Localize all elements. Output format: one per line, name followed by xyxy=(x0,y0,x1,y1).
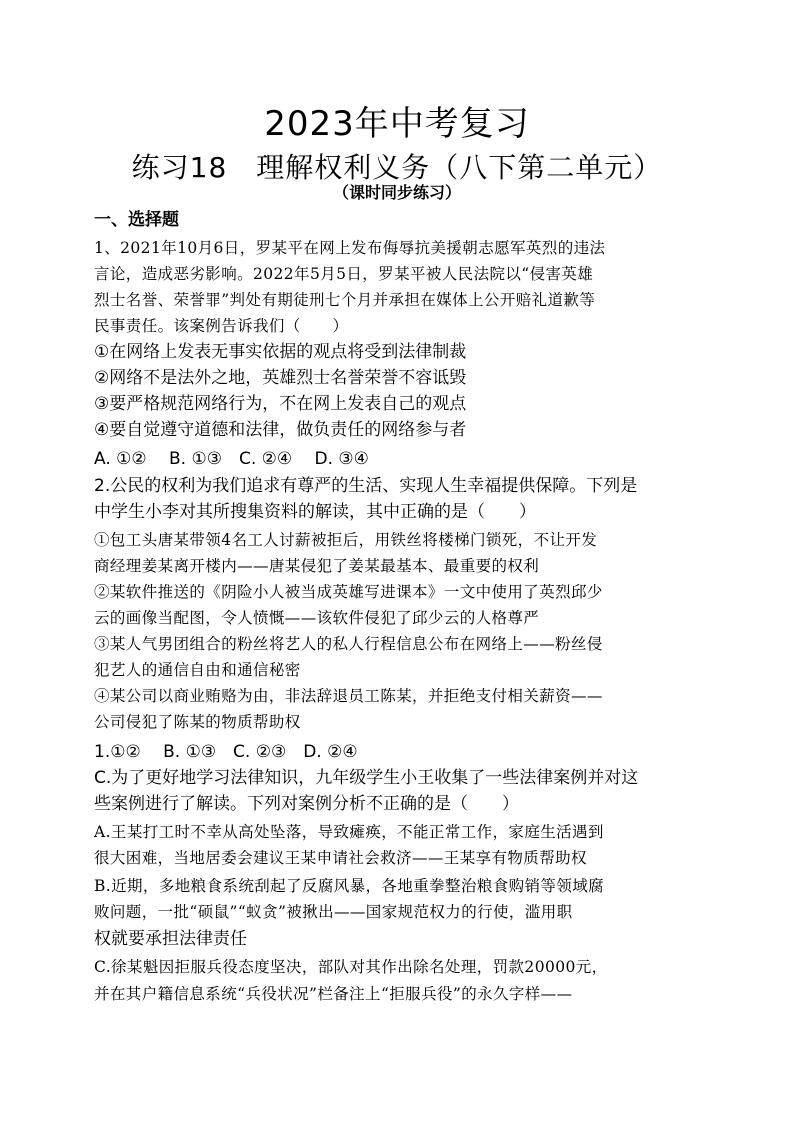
q3-item-line: 很大困难，当地居委会建议王某申请社会救济——王某享有物质帮助权 xyxy=(94,849,587,867)
q1-option: ④要自觉遵守道德和法律，做负责任的网络参与者 xyxy=(94,420,467,440)
q2-item-line: 云的画像当配图，令人愤慨——该软件侵犯了邱少云的人格尊严 xyxy=(94,609,540,627)
q2-item-line: ①包工头唐某带领4名工人讨薪被拒后，用铁丝将楼梯门锁死，不让开发 xyxy=(94,531,598,549)
q3-stem-line: C.为了更好地学习法律知识，九年级学生小王收集了一些法律案例并对这 xyxy=(94,768,639,788)
q1-option: ③要严格规范网络行为，不在网上发表自己的观点 xyxy=(94,394,467,414)
q3-item-line: A.王某打工时不幸从高处坠落，导致瘫痪，不能正常工作，家庭生活遇到 xyxy=(94,823,604,841)
q2-item-line: ④某公司以商业贿赂为由，非法辞退员工陈某，并拒绝支付相关薪资—— xyxy=(94,687,603,705)
q2-item-line: 犯艺人的通信自由和通信秘密 xyxy=(94,661,301,679)
document-title: 2023年中考复习 xyxy=(264,104,530,144)
q1-stem-line: 民事责任。该案例告诉我们（ ） xyxy=(94,317,349,335)
q3-item-line: 败问题，一批“硕鼠”“蚁贪”被揪出——国家规范权力的行使，滥用职 xyxy=(94,903,573,921)
q1-choices: A. ①② B. ①③ C. ②④ D. ③④ xyxy=(94,449,369,469)
section-heading: 一、选择题 xyxy=(94,210,179,230)
q2-item-line: 公司侵犯了陈某的物质帮助权 xyxy=(94,713,301,731)
q3-item-line: B.近期，多地粮食系统刮起了反腐风暴，各地重拳整治粮食购销等领域腐 xyxy=(94,877,605,895)
q2-stem-line: 中学生小李对其所搜集资料的解读，其中正确的是（ ） xyxy=(94,502,536,522)
q2-item-line: 商经理姜某离开楼内——唐某侵犯了姜某最基本、最重要的权利 xyxy=(94,557,540,575)
q1-stem-line: 烈士名誉、荣誉罪”判处有期徒刑七个月并承担在媒体上公开赔礼道歉等 xyxy=(94,291,596,309)
q3-stem-line: 些案例进行了解读。下列对案例分析不正确的是（ ） xyxy=(94,794,519,814)
q1-option: ①在网络上发表无事实依据的观点将受到法律制裁 xyxy=(94,342,467,362)
q1-option: ②网络不是法外之地，英雄烈士名誉荣誉不容诋毁 xyxy=(94,368,467,388)
exercise-note: （课时同步练习） xyxy=(332,183,461,202)
q2-item-line: ③某人气男团组合的粉丝将艺人的私人行程信息公布在网络上——粉丝侵 xyxy=(94,635,603,653)
q1-stem-line: 1、2021年10月6日，罗某平在网上发布侮辱抗美援朝志愿军英烈的违法 xyxy=(94,239,606,257)
q2-item-line: ②某软件推送的《阴险小人被当成英雄写进课本》一文中使用了英烈邱少 xyxy=(94,583,603,601)
q3-item-line: C.徐某魁因拒服兵役态度坚决，部队对其作出除名处理，罚款20000元， xyxy=(94,958,608,976)
q2-choices: 1.①② B. ①③ C. ②③ D. ②④ xyxy=(94,742,358,762)
q2-stem-line: 2.公民的权利为我们追求有尊严的生活、实现人生幸福提供保障。下列是 xyxy=(94,476,638,496)
q1-stem-line: 言论，造成恶劣影响。2022年5月5日，罗某平被人民法院以“侵害英雄 xyxy=(94,265,594,283)
q3-item-line: 并在其户籍信息系统“兵役状况”栏备注上“拒服兵役”的永久字样—— xyxy=(94,985,573,1003)
exercise-title: 练习18 理解权利义务（八下第二单元） xyxy=(131,151,663,184)
q3-item-line: 权就要承担法律责任 xyxy=(94,929,247,949)
